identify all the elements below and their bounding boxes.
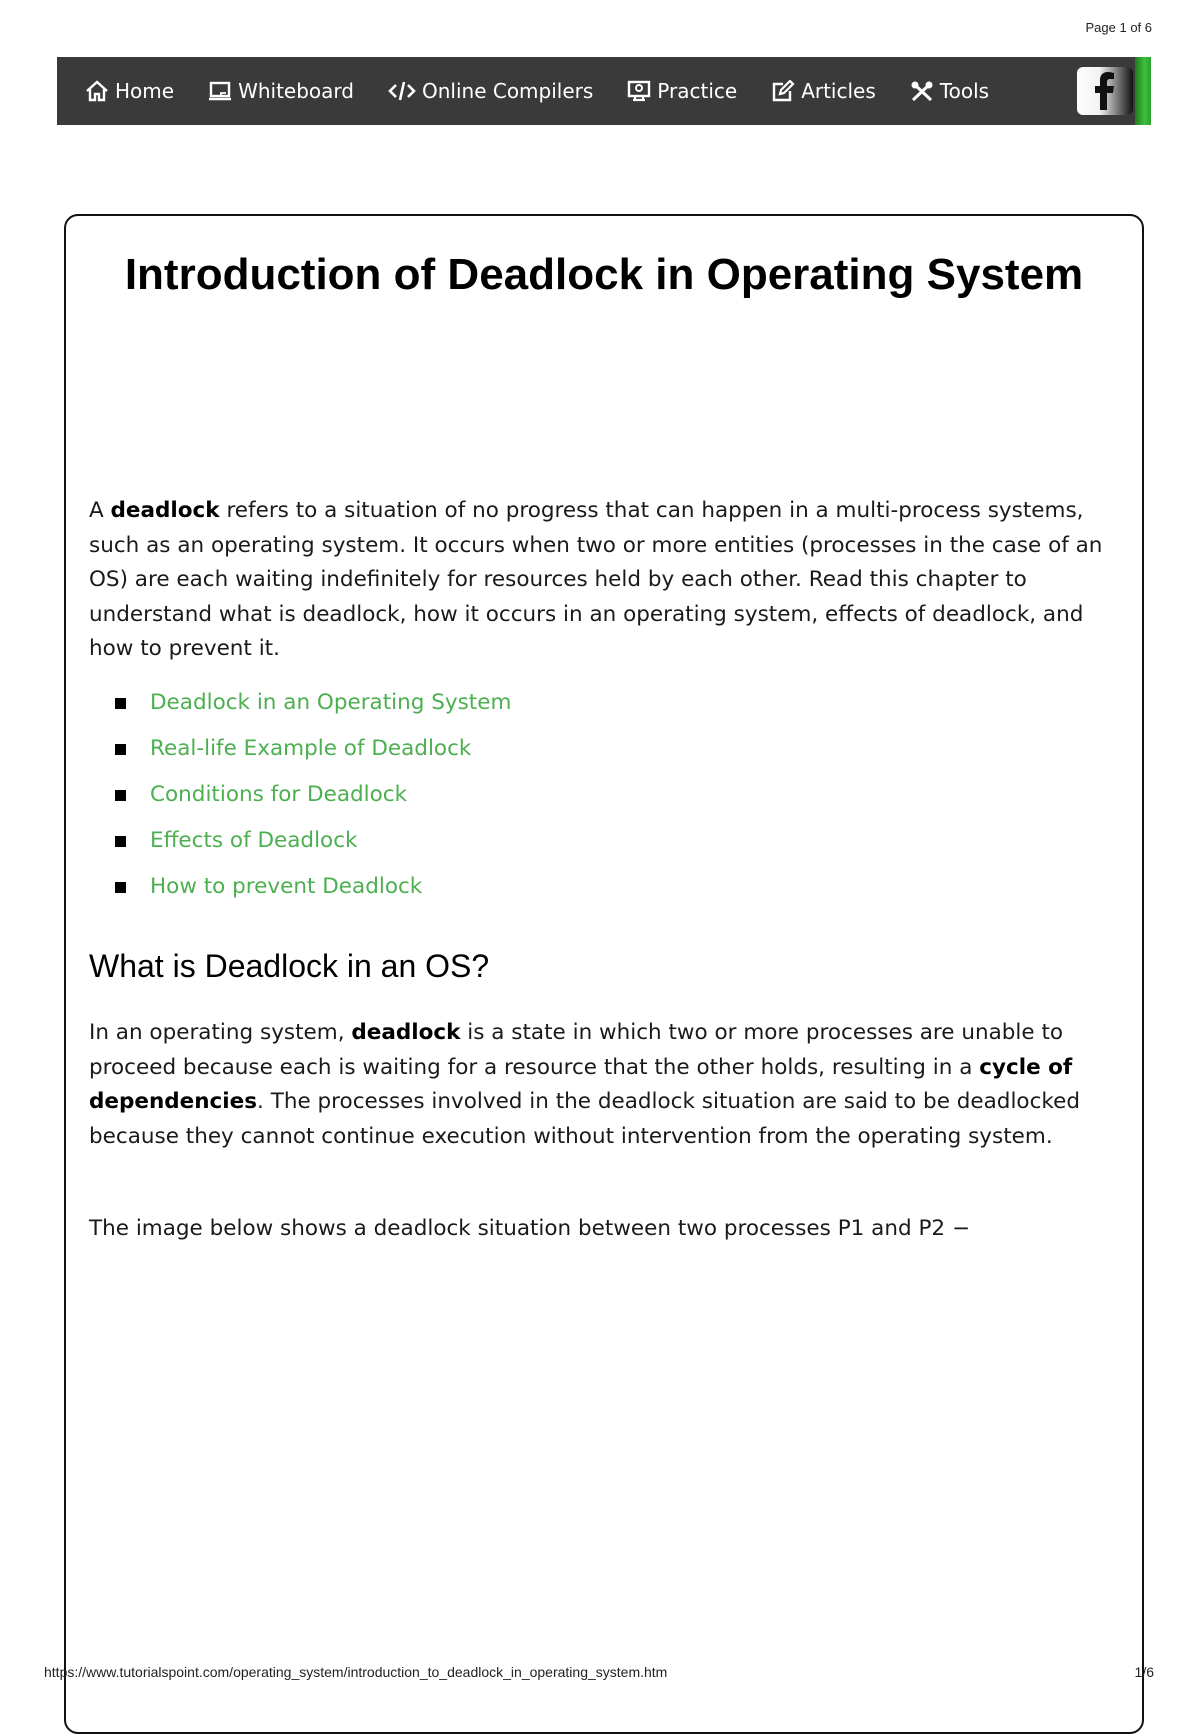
toc-link-real-life-example[interactable]: Real-life Example of Deadlock: [150, 736, 472, 761]
definition-paragraph: [89, 1016, 1124, 1154]
nav-items: [85, 57, 1023, 125]
nav-item-whiteboard[interactable]: [208, 79, 354, 103]
toc-link-effects[interactable]: Effects of Deadlock: [150, 828, 358, 853]
top-navbar: [57, 57, 1151, 125]
toc-item: [89, 778, 511, 824]
bullet-icon: [115, 698, 126, 709]
nav-label-practice: Practice: [657, 79, 738, 103]
home-icon: [85, 80, 109, 102]
nav-item-home[interactable]: [85, 79, 174, 103]
edit-icon: [771, 80, 795, 102]
bullet-icon: [115, 744, 126, 755]
intro-rest: refers to a situation of no progress that can happen in a multi-process systems, such as an operating system. It occurs when two or more entities (processes in the case of an OS) are each waiting indefinitely for resources held by each other. Read this chapter to understand what is deadlock, how it occurs in an operating system, effects of deadlock, and how to prevent it.: [89, 498, 1103, 661]
nav-label-tools: Tools: [939, 79, 990, 103]
nav-item-tools[interactable]: [910, 79, 989, 103]
section-heading: What is Deadlock in an OS?: [89, 948, 490, 984]
nav-label-whiteboard: Whiteboard: [238, 79, 354, 103]
toc-item: [89, 870, 511, 916]
nav-label-articles: Articles: [801, 79, 876, 103]
toc-item: [89, 732, 511, 778]
bullet-icon: [115, 836, 126, 847]
para1-bold-cycle: cycle of dependencies: [89, 1054, 1073, 1114]
intro-prefix: A: [89, 498, 111, 523]
para1-b: is a state in which two or more processes are unable to proceed because each is waiting for a resource that the other holds, resulting in a: [89, 1020, 1064, 1080]
bullet-icon: [115, 882, 126, 893]
facebook-icon: [1090, 72, 1120, 110]
intro-paragraph: [89, 494, 1124, 667]
footer-url: https://www.tutorialspoint.com/operating_system/introduction_to_deadlock_in_operating_system.htm: [44, 1664, 668, 1680]
code-icon: [388, 80, 416, 102]
nav-label-home: Home: [115, 79, 175, 103]
toc-link-prevent[interactable]: How to prevent Deadlock: [150, 874, 423, 899]
toc-link-deadlock-in-os[interactable]: Deadlock in an Operating System: [150, 690, 512, 715]
page-header: Page 1 of 6: [1085, 20, 1152, 35]
intro-bold-term: deadlock: [110, 498, 220, 523]
nav-item-practice[interactable]: [627, 79, 737, 103]
facebook-button[interactable]: [1077, 67, 1133, 115]
share-button-edge[interactable]: [1135, 57, 1151, 125]
toc-item: [89, 824, 511, 870]
para1-a: In an operating system,: [89, 1020, 352, 1045]
nav-item-online-compilers[interactable]: [388, 79, 593, 103]
para1-c: . The processes involved in the deadlock situation are said to be deadlocked because they cannot continue execution without intervention from the operating system.: [89, 1089, 1080, 1149]
tools-icon: [910, 80, 934, 102]
para1-bold-deadlock: deadlock: [351, 1020, 461, 1045]
table-of-contents: [89, 686, 511, 916]
whiteboard-icon: [208, 80, 232, 102]
toc-item: [89, 686, 511, 732]
page-title: Introduction of Deadlock in Operating System: [124, 250, 1084, 299]
practice-icon: [627, 80, 651, 102]
nav-item-articles[interactable]: [771, 79, 876, 103]
nav-label-online-compilers: Online Compilers: [421, 79, 594, 103]
toc-link-conditions[interactable]: Conditions for Deadlock: [150, 782, 408, 807]
image-intro-paragraph: The image below shows a deadlock situation between two processes P1 and P2 −: [89, 1216, 970, 1241]
bullet-icon: [115, 790, 126, 801]
footer-page-number: 1/6: [1134, 1664, 1154, 1680]
